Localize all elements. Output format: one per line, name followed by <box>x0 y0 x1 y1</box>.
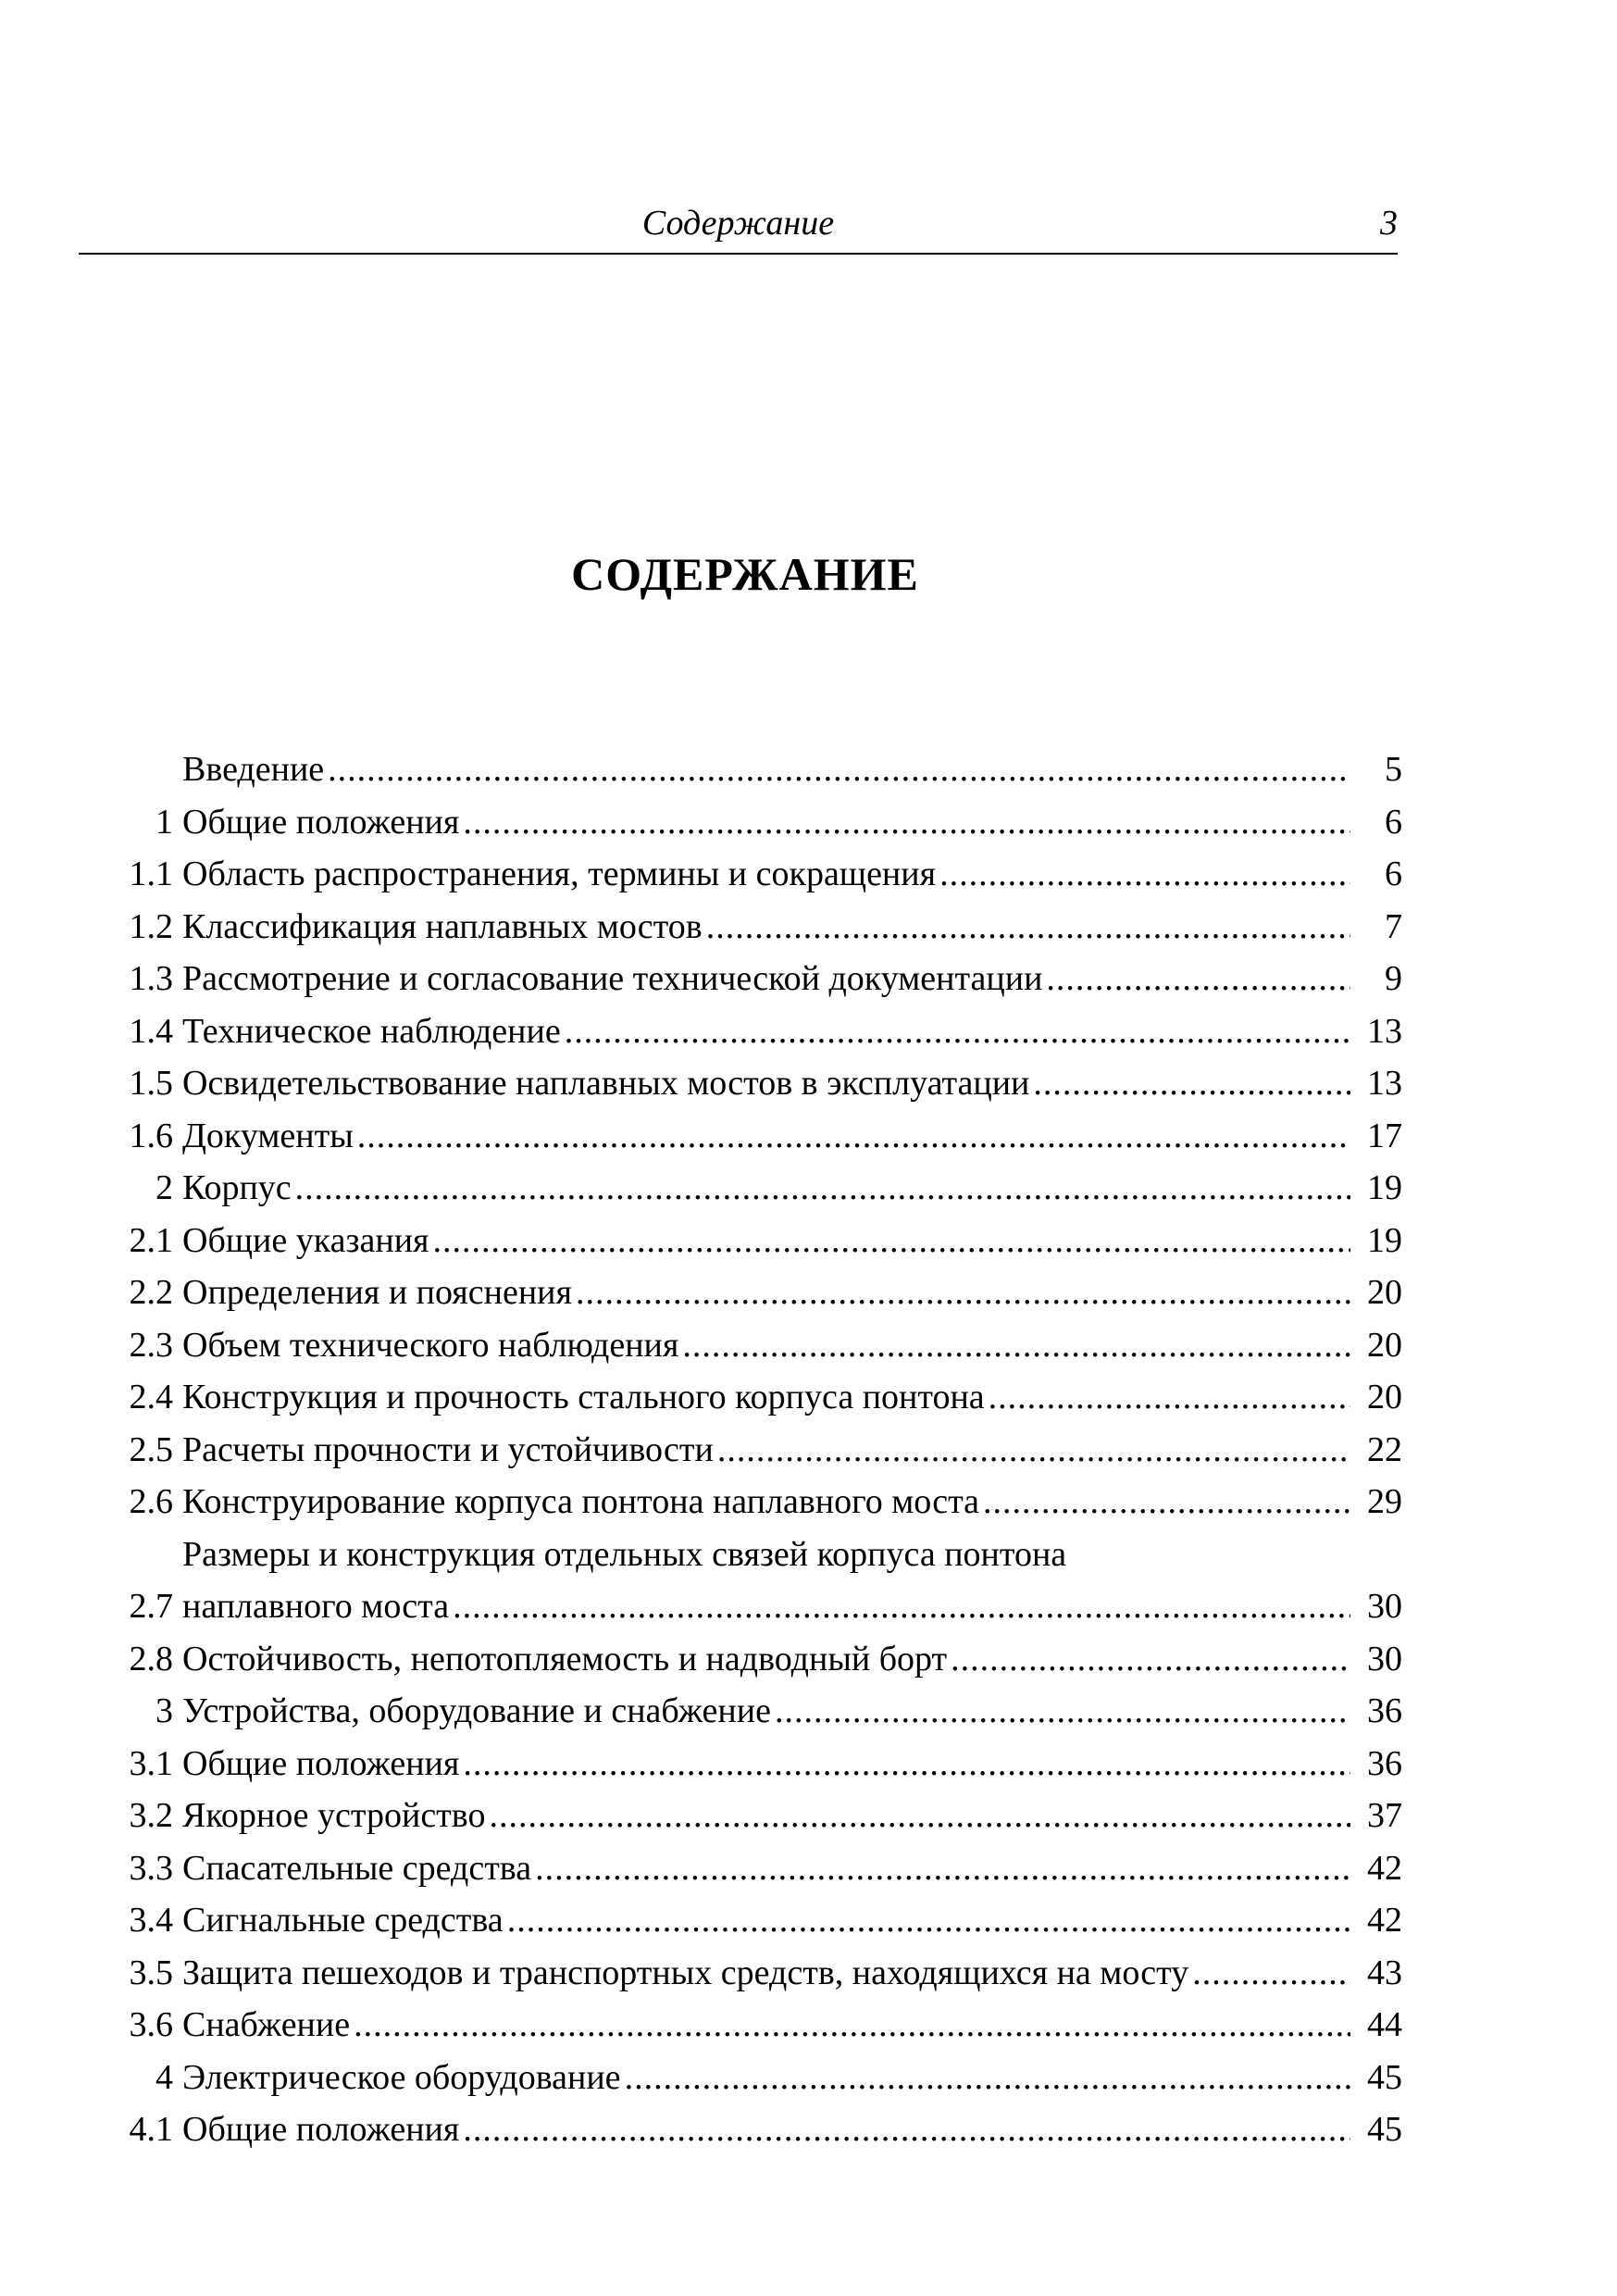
toc-entry-number: 2.2 <box>129 1273 173 1312</box>
toc-entry-title: Спасательные средства <box>182 1848 532 1888</box>
toc-leader-dots <box>1192 1947 1350 2000</box>
toc-leader-dots <box>433 1215 1350 1267</box>
toc-entry-number: 4.1 <box>129 2110 173 2149</box>
toc-entry-page: 43 <box>1367 1953 1402 1992</box>
toc-entry-title: Освидетельствование наплавных мостов в эксплуатации <box>182 1064 1030 1103</box>
page-number: 3 <box>1380 204 1398 243</box>
toc-entry-title: Сигнальные средства <box>182 1901 504 1940</box>
toc-entry-title: Техническое наблюдение <box>182 1011 561 1051</box>
toc-leader-dots <box>357 1110 1350 1163</box>
toc-entry <box>106 953 1402 1005</box>
toc-entry-number: 2.3 <box>129 1325 173 1365</box>
toc-entry-number: 3.1 <box>129 1743 173 1783</box>
toc-entry-page: 6 <box>1385 802 1402 842</box>
running-header <box>79 197 1398 255</box>
toc-entry-title: Определения и пояснения <box>182 1273 572 1312</box>
toc-entry-body <box>182 796 1402 849</box>
toc-leader-dots <box>706 901 1350 954</box>
toc-entry-body <box>182 1057 1402 1110</box>
toc-entry <box>106 1894 1402 1947</box>
toc-entry-title: Общие положения <box>182 1743 460 1783</box>
toc-entry-number: 3 <box>155 1691 173 1730</box>
toc-entry-page: 29 <box>1367 1482 1402 1521</box>
toc-entry <box>106 796 1402 849</box>
toc-entry-title: Рассмотрение и согласование технической документации <box>182 959 1043 998</box>
toc-entry-body <box>182 1529 1402 1633</box>
toc-entry-body <box>182 901 1402 954</box>
toc-leader-dots <box>576 1267 1350 1319</box>
toc-entry-number: 3.6 <box>129 2005 173 2044</box>
toc-entry-page: 45 <box>1367 2057 1402 2097</box>
toc-entry <box>106 1685 1402 1738</box>
toc-entry-title: Снабжение <box>182 2005 351 2044</box>
toc-entry <box>106 1529 1402 1633</box>
toc-entry <box>106 1371 1402 1424</box>
toc-entry-number: 2.5 <box>129 1429 173 1469</box>
toc-entry <box>106 1215 1402 1267</box>
toc-entry-page: 42 <box>1367 1848 1402 1888</box>
toc-entry-title: Общие положения <box>182 2110 460 2149</box>
toc-entry-page: 36 <box>1367 1691 1402 1730</box>
toc-entry-body <box>182 1371 1402 1424</box>
toc-leader-dots <box>507 1894 1350 1947</box>
toc-entry-body <box>182 1842 1402 1895</box>
toc-entry <box>106 1267 1402 1319</box>
toc-leader-dots <box>775 1685 1350 1738</box>
toc-entry-page: 20 <box>1367 1325 1402 1365</box>
toc-leader-dots <box>939 848 1350 901</box>
toc-entry-body <box>182 2052 1402 2104</box>
toc-leader-dots <box>535 1842 1350 1895</box>
toc-entry-number: 2.7 <box>129 1587 173 1626</box>
toc-entry-body <box>182 1633 1402 1686</box>
toc-leader-dots <box>463 2103 1350 2156</box>
toc-leader-dots <box>717 1424 1350 1477</box>
toc-entry-number: 4 <box>155 2057 173 2097</box>
toc-entry-title: Классификация наплавных мостов <box>182 906 703 946</box>
toc-entry <box>106 2052 1402 2104</box>
toc-entry <box>106 1633 1402 1686</box>
toc-entry-page: 6 <box>1385 855 1402 893</box>
toc-entry-title: Область распространения, термины и сокращения <box>182 855 937 893</box>
toc-entry-page: 22 <box>1367 1429 1402 1469</box>
toc-leader-dots <box>565 1005 1350 1058</box>
toc-leader-dots <box>951 1633 1350 1686</box>
toc-entry-page: 7 <box>1385 906 1402 946</box>
toc-leader-dots <box>463 1738 1350 1791</box>
toc-entry <box>106 1738 1402 1791</box>
toc-leader-dots <box>453 1580 1350 1633</box>
toc-entry-body <box>182 1999 1402 2052</box>
toc-entry-number: 1.5 <box>129 1064 173 1103</box>
toc-entry-number: 3.2 <box>129 1796 173 1835</box>
toc-leader-dots <box>354 1999 1350 2052</box>
toc-entry-body <box>182 1110 1402 1163</box>
toc-entry <box>106 1162 1402 1215</box>
toc-entry-body <box>182 1947 1402 2000</box>
toc-entry-title: Электрическое оборудование <box>182 2057 621 2097</box>
toc-entry-body <box>182 1005 1402 1058</box>
toc-entry-page: 13 <box>1367 1064 1402 1103</box>
page-title: СОДЕРЖАНИЕ <box>571 548 919 600</box>
toc-leader-dots <box>682 1319 1350 1372</box>
toc-entry <box>106 743 1402 796</box>
toc-leader-dots <box>1046 953 1350 1005</box>
toc-leader-dots <box>463 796 1350 849</box>
toc-entry-body <box>182 1790 1402 1842</box>
toc-entry <box>106 1319 1402 1372</box>
toc-entry-number: 3.4 <box>129 1901 173 1940</box>
toc-entry-title: Устройства, оборудование и снабжение <box>182 1691 771 1730</box>
toc-leader-dots <box>1033 1057 1350 1110</box>
toc-entry <box>106 2103 1402 2156</box>
toc-entry-body <box>182 1685 1402 1738</box>
toc-entry-body <box>182 953 1402 1005</box>
toc-leader-dots <box>989 1371 1350 1424</box>
toc-entry-number: 3.3 <box>129 1848 173 1888</box>
toc-entry-title: Объем технического наблюдения <box>182 1325 679 1365</box>
toc-entry <box>106 1842 1402 1895</box>
toc-entry-title: Документы <box>182 1116 354 1155</box>
toc-entry-body <box>182 1476 1402 1529</box>
toc-entry-page: 37 <box>1367 1796 1402 1835</box>
toc-entry-body <box>182 743 1402 796</box>
toc-entry-body <box>182 1738 1402 1791</box>
toc-entry-body <box>182 1267 1402 1319</box>
toc-entry-number: 1.2 <box>129 906 173 946</box>
toc-entry-number: 2.4 <box>129 1378 173 1416</box>
toc-leader-dots <box>983 1476 1350 1529</box>
toc-entry-body <box>182 1894 1402 1947</box>
toc-entry-page: 30 <box>1367 1587 1402 1626</box>
toc-entry-page: 20 <box>1367 1273 1402 1312</box>
toc-entry-page: 30 <box>1367 1639 1402 1678</box>
toc-entry-page: 42 <box>1367 1901 1402 1940</box>
toc-entry-page: 13 <box>1367 1011 1402 1051</box>
toc-entry-number: 2.6 <box>129 1482 173 1521</box>
toc-entry-page: 17 <box>1367 1116 1402 1155</box>
toc-entry <box>106 901 1402 954</box>
toc-entry <box>106 1110 1402 1163</box>
toc-entry-title: Общие положения <box>182 802 460 842</box>
toc-entry-title: Якорное устройство <box>182 1796 486 1835</box>
toc-entry-number: 2.1 <box>129 1220 173 1260</box>
toc-entry-title: Размеры и конструкция отдельных связей корпуса понтона <box>182 1534 1067 1574</box>
toc-entry-number: 1.3 <box>129 959 173 998</box>
toc-entry-page: 9 <box>1385 959 1402 998</box>
toc-entry-title: Конструирование корпуса понтона наплавного моста <box>182 1482 980 1521</box>
toc-entry-title: Конструкция и прочность стального корпуса понтона <box>182 1378 985 1416</box>
toc-leader-dots <box>295 1162 1350 1215</box>
toc-entry-title: Расчеты прочности и устойчивости <box>182 1429 714 1469</box>
toc-entry-title: Корпус <box>182 1168 292 1207</box>
toc-entry <box>106 1476 1402 1529</box>
toc-entry-title: Общие указания <box>182 1220 429 1260</box>
toc-entry-page: 36 <box>1367 1743 1402 1783</box>
toc-entry-body <box>182 1215 1402 1267</box>
toc-entry-body <box>182 1319 1402 1372</box>
toc-entry-body <box>182 1424 1402 1477</box>
toc-entry-page: 45 <box>1367 2110 1402 2149</box>
toc-entry-title: Защита пешеходов и транспортных средств, находящихся на мосту <box>182 1953 1189 1992</box>
toc-entry-page: 20 <box>1367 1378 1402 1416</box>
toc-entry <box>106 1790 1402 1842</box>
toc-entry <box>106 1947 1402 2000</box>
toc-entry-title-continuation-line <box>182 1580 1402 1633</box>
toc-entry-number: 1.6 <box>129 1116 173 1155</box>
table-of-contents <box>106 743 1402 2156</box>
toc-entry-number: 2 <box>155 1168 173 1207</box>
toc-entry-number: 3.5 <box>129 1953 173 1992</box>
toc-entry-number: 2.8 <box>129 1639 173 1678</box>
toc-entry-number: 1.4 <box>129 1011 173 1051</box>
toc-entry-page: 5 <box>1385 750 1402 789</box>
toc-entry-number: 1 <box>155 802 173 842</box>
toc-entry-title-continuation: наплавного моста <box>182 1587 450 1626</box>
toc-entry-page: 19 <box>1367 1168 1402 1207</box>
toc-entry <box>106 1005 1402 1058</box>
running-title: Содержание <box>641 204 835 243</box>
toc-entry-title: Остойчивость, непотопляемость и надводный борт <box>182 1639 948 1678</box>
toc-entry-title: Введение <box>182 750 325 789</box>
toc-entry <box>106 1424 1402 1477</box>
toc-entry <box>106 1057 1402 1110</box>
toc-entry-page: 19 <box>1367 1220 1402 1260</box>
toc-entry-page: 44 <box>1367 2005 1402 2044</box>
toc-entry-body <box>182 848 1402 901</box>
toc-entry-body <box>182 2103 1402 2156</box>
toc-leader-dots <box>625 2052 1350 2104</box>
toc-leader-dots <box>328 743 1350 796</box>
toc-entry <box>106 848 1402 901</box>
toc-entry-body <box>182 1162 1402 1215</box>
toc-entry <box>106 1999 1402 2052</box>
toc-entry-number: 1.1 <box>129 855 173 893</box>
toc-leader-dots <box>489 1790 1350 1842</box>
